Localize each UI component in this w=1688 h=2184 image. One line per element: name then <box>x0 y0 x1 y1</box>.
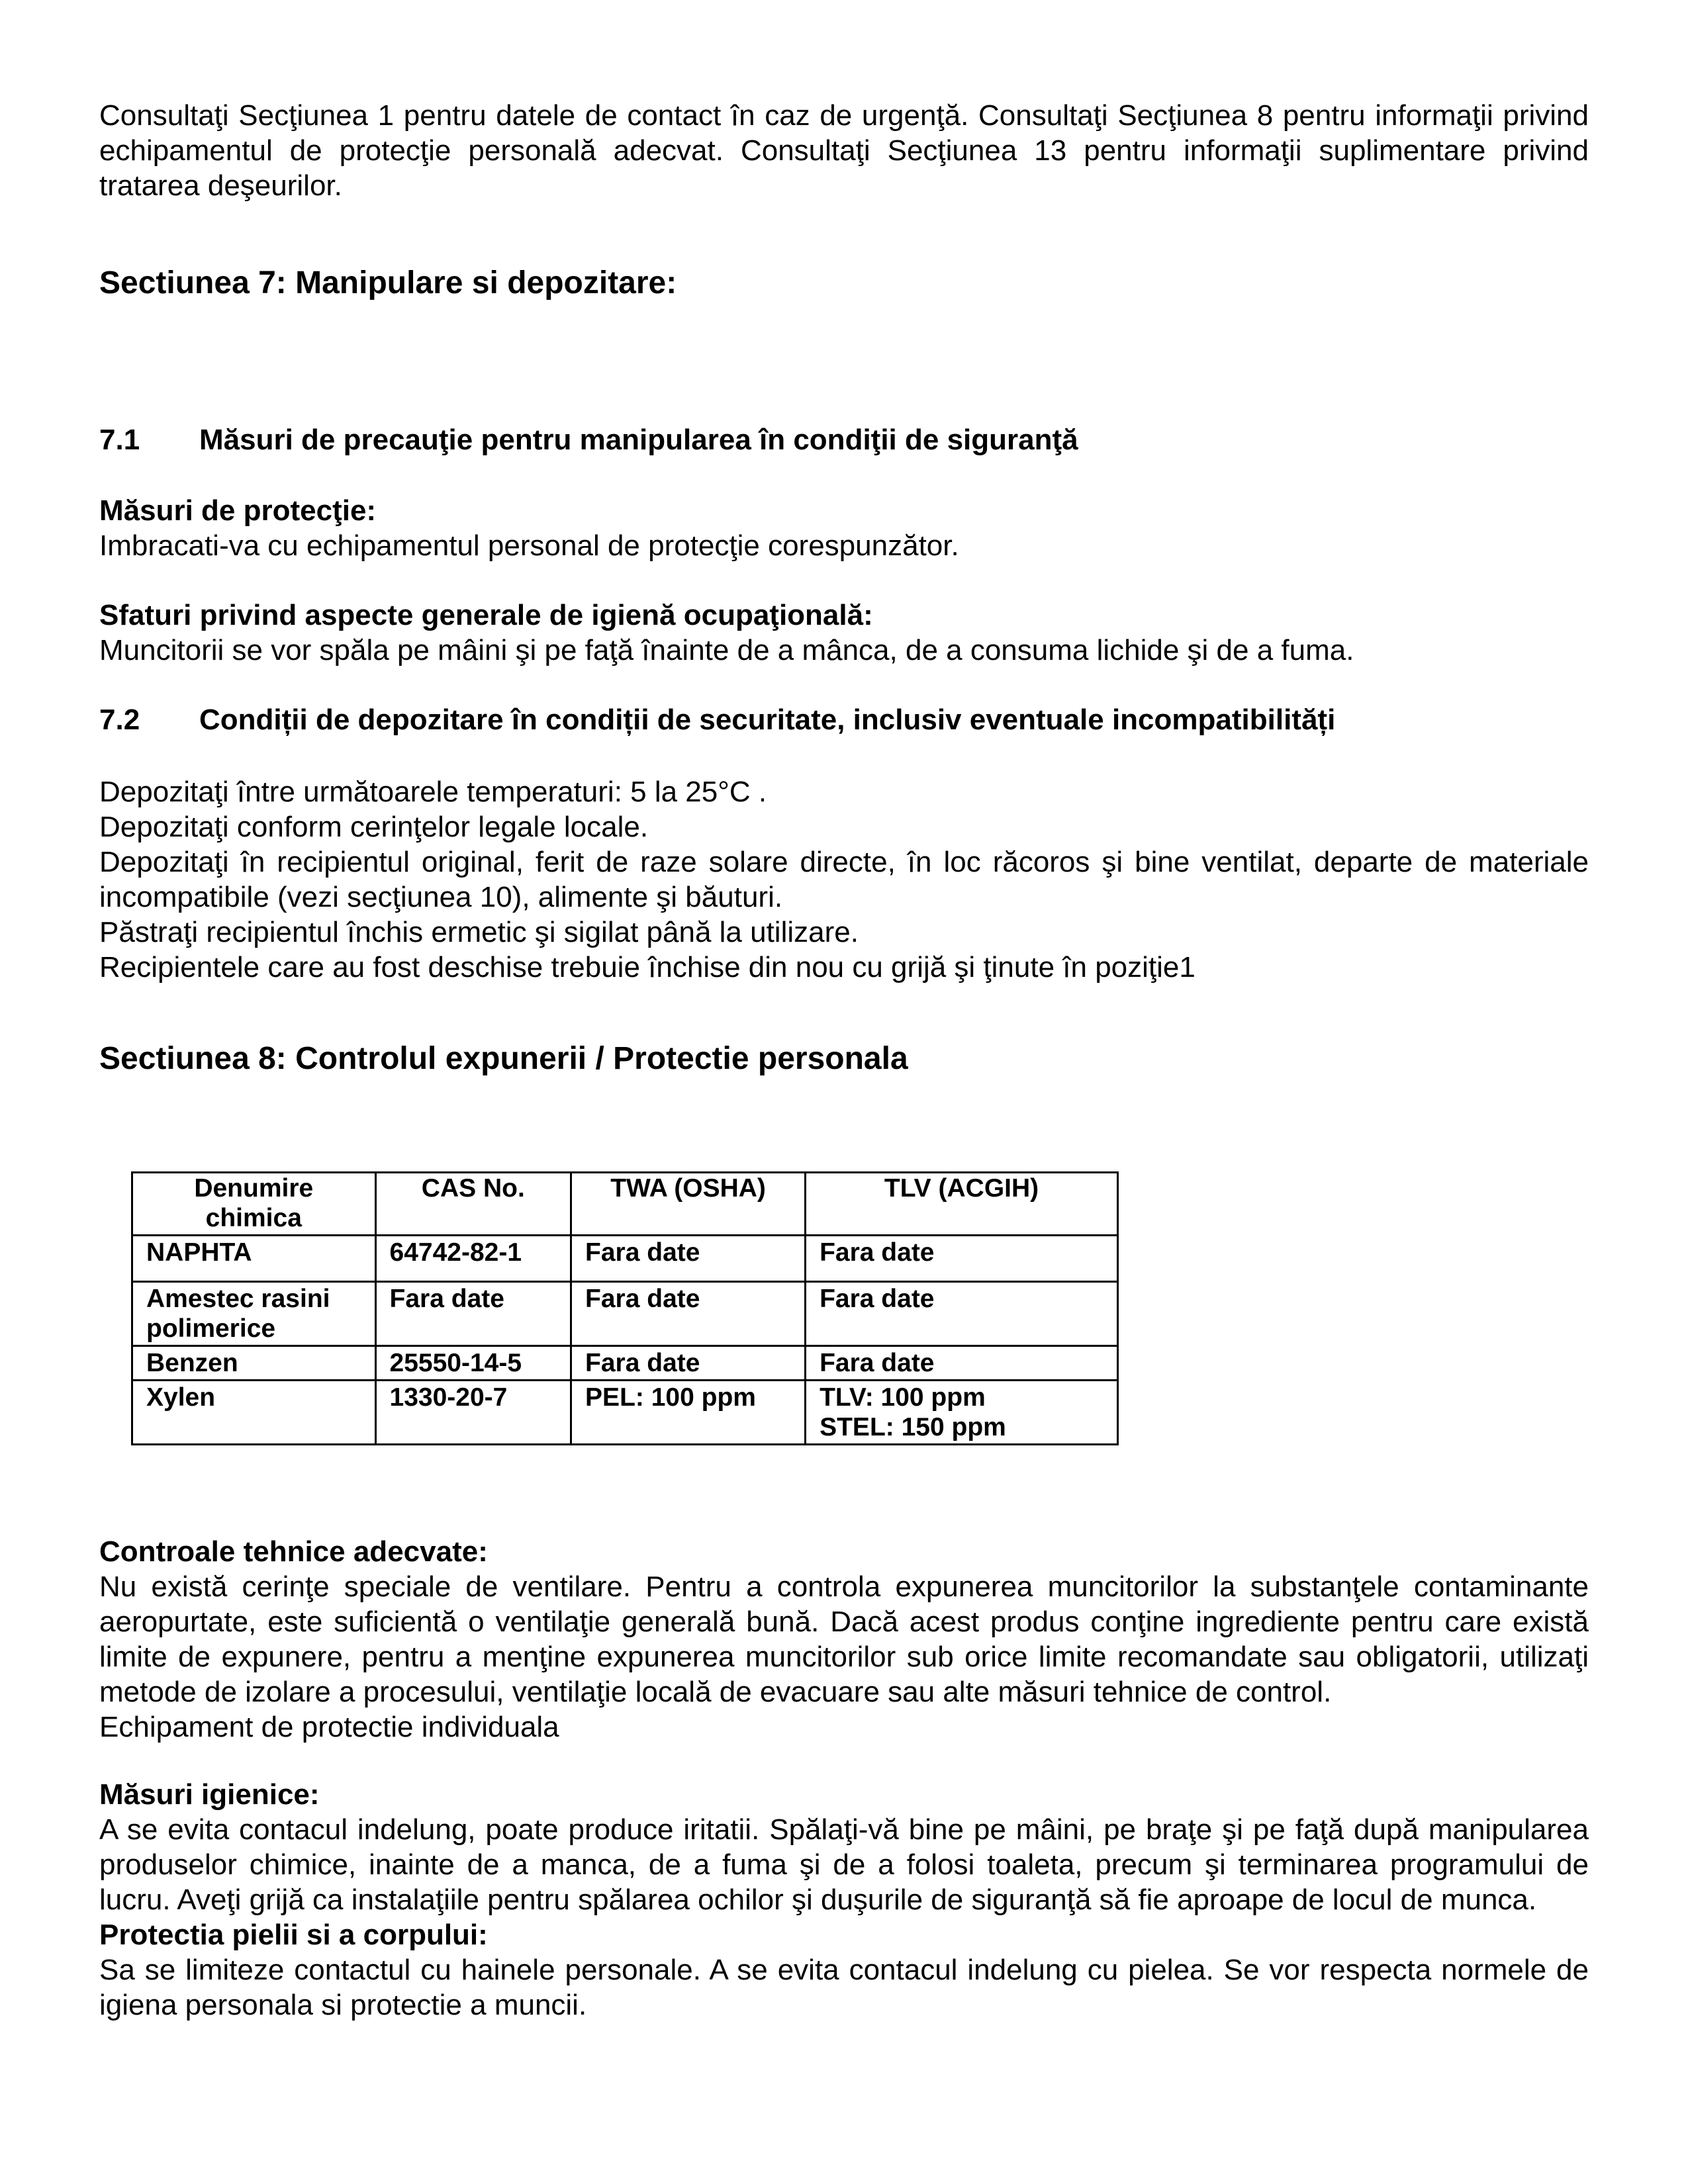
protection-block <box>99 493 1589 563</box>
skin-protection-text: Sa se limiteze contactul cu hainele personale. A se evita contacul indelung cu pielea. Se vor respecta normele de igiena personala si protectie a muncii. <box>99 1954 1589 2021</box>
hygiene-measures-block <box>99 1777 1589 2023</box>
cell-cas: 25550-14-5 <box>375 1346 571 1381</box>
cell-twa: Fara date <box>571 1346 806 1381</box>
cell-tlv <box>806 1381 1118 1445</box>
storage-line-2: Depozitaţi conform cerinţelor legale locale. <box>99 811 649 843</box>
intro-text: Consultaţi Secţiunea 1 pentru datele de contact în caz de urgenţă. Consultaţi Secţiunea 8 pentru informaţii privind echipamentul de protecţie personală adecvat. Consultaţi Secţiunea 13 pentru informaţii suplimentare privind tratarea deşeurilor. <box>99 99 1589 202</box>
subsection-title: Măsuri de precauţie pentru manipularea în condiţii de siguranţă <box>199 424 1078 456</box>
hygiene-advice-text: Muncitorii se vor spăla pe mâini şi pe faţă înainte de a mânca, de a consuma lichide şi de a fuma. <box>99 634 1354 666</box>
cell-chemical: Amestec rasini polimerice <box>132 1282 376 1346</box>
cell-cas: 1330-20-7 <box>375 1381 571 1445</box>
storage-line-5: Recipientele care au fost deschise trebuie închise din nou cu grijă şi ţinute în poziţie1 <box>99 951 1196 983</box>
ppe-line: Echipament de protectie individuala <box>99 1711 559 1743</box>
hygiene-measures-heading: Măsuri igienice: <box>99 1778 320 1811</box>
cell-chemical: Benzen <box>132 1346 376 1381</box>
header-cas-no: CAS No. <box>375 1173 571 1236</box>
table-header-row <box>132 1173 1118 1236</box>
hygiene-advice-heading: Sfaturi privind aspecte generale de igienă ocupaţională: <box>99 599 873 631</box>
subsection-7-1 <box>99 422 1589 457</box>
engineering-controls-block <box>99 1534 1589 1745</box>
header-tlv: TLV (ACGIH) <box>806 1173 1118 1236</box>
skin-protection-heading: Protectia pielii si a corpului: <box>99 1919 488 1951</box>
engineering-controls-heading: Controale tehnice adecvate: <box>99 1535 488 1568</box>
subsection-7-2 <box>99 702 1589 737</box>
storage-line-3: Depozitaţi în recipientul original, ferit de raze solare directe, în loc răcoros şi bine ventilat, departe de materiale incompatibile (vezi secţiunea 10), alimente şi băuturi. <box>99 846 1589 913</box>
protection-text: Imbracati-va cu echipamentul personal de protecţie corespunzător. <box>99 529 959 562</box>
subsection-title: Condiții de depozitare în condiții de securitate, inclusiv eventuale incompatibilități <box>199 704 1336 736</box>
subsection-7-2-heading <box>99 702 1589 737</box>
cell-twa: Fara date <box>571 1282 806 1346</box>
table-row <box>132 1381 1118 1445</box>
engineering-controls-text: Nu există cerinţe speciale de ventilare. Pentru a controla expunerea muncitorilor la substanţele contaminante aeropurtate, este suficientă o ventilaţie generală bună. Dacă acest produs conţine ingrediente pentru care există limite de expunere, pentru a menţine expunerea muncitorilor sub orice limite recomandate sau obligatorii, utilizaţi metode de izolare a procesului, ventilaţie locală de evacuare sau alte măsuri tehnice de control. <box>99 1570 1589 1708</box>
table-row <box>132 1282 1118 1346</box>
cell-cas: Fara date <box>375 1282 571 1346</box>
intro-block <box>99 98 1589 203</box>
stel-value: STEL: 150 ppm <box>820 1413 1006 1441</box>
subsection-number: 7.2 <box>99 704 140 736</box>
cell-twa: Fara date <box>571 1236 806 1282</box>
subsection-number: 7.1 <box>99 424 140 456</box>
header-twa: TWA (OSHA) <box>571 1173 806 1236</box>
section8-header <box>99 1040 1589 1077</box>
section8-title: Sectiunea 8: Controlul expunerii / Protectie personala <box>99 1041 908 1076</box>
section7-title: Sectiunea 7: Manipulare si depozitare: <box>99 265 677 300</box>
cell-tlv: Fara date <box>806 1346 1118 1381</box>
exposure-limits-table <box>131 1171 1119 1445</box>
storage-block <box>99 774 1589 985</box>
subsection-7-1-heading <box>99 422 1589 457</box>
storage-line-1: Depozitaţi între următoarele temperaturi: 5 la 25°C . <box>99 776 767 808</box>
cell-twa: PEL: 100 ppm <box>571 1381 806 1445</box>
hygiene-advice-block <box>99 598 1589 668</box>
header-chemical-name: Denumire chimica <box>132 1173 376 1236</box>
table-row <box>132 1346 1118 1381</box>
storage-line-4: Păstraţi recipientul închis ermetic şi sigilat până la utilizare. <box>99 916 859 948</box>
cell-tlv: Fara date <box>806 1236 1118 1282</box>
cell-chemical: NAPHTA <box>132 1236 376 1282</box>
section7-header <box>99 265 1589 302</box>
cell-cas: 64742-82-1 <box>375 1236 571 1282</box>
table-row <box>132 1236 1118 1282</box>
hygiene-measures-text: A se evita contacul indelung, poate produce iritatii. Spălaţi-vă bine pe mâini, pe braţe şi pe faţă după manipularea produselor chimice, inainte de a manca, de a fuma şi de a folosi toaleta, precum şi terminarea programului de lucru. Aveţi grijă ca instalaţiile pentru spălarea ochilor şi duşurile de siguranţă să fie aproape de locul de munca. <box>99 1813 1589 1916</box>
protection-heading: Măsuri de protecţie: <box>99 494 377 527</box>
cell-chemical: Xylen <box>132 1381 376 1445</box>
tlv-value: TLV: 100 ppm <box>820 1383 986 1412</box>
cell-tlv: Fara date <box>806 1282 1118 1346</box>
